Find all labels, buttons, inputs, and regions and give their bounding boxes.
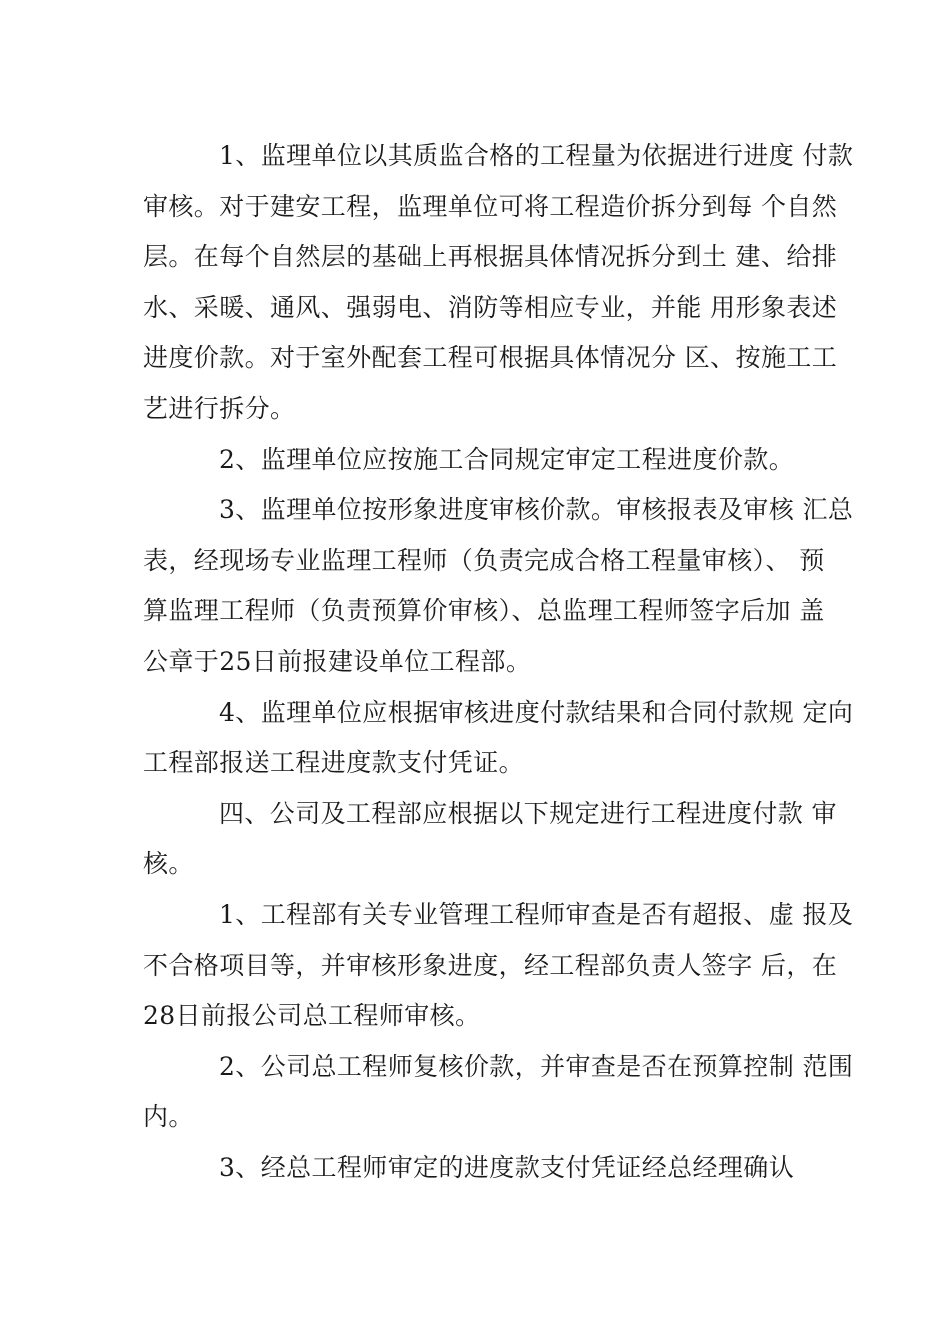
paragraph-6: [143, 890, 854, 1042]
text-line: 公章于25日前报建设单位工程部。: [143, 646, 532, 676]
text-line: 审核。对于建安工程，监理单位可将工程造价拆分到每 个自然: [143, 191, 838, 221]
text-line: 1、工程部有关专业管理工程师审查是否有超报、虚 报及: [219, 899, 854, 929]
text-line: 算监理工程师（负责预算价审核）、总监理工程师签字后加 盖: [143, 596, 825, 626]
text-line: 28日前报公司总工程师审核。: [143, 1001, 481, 1031]
text-line: 核。: [143, 849, 194, 879]
text-line: 1、监理单位以其质监合格的工程量为依据进行进度 付款: [219, 141, 854, 170]
text-line: 4、监理单位应根据审核进度付款结果和合同付款规 定向: [219, 697, 854, 727]
text-line: 不合格项目等，并审核形象进度，经工程部负责人签字 后，在: [143, 950, 838, 980]
document-body: [143, 131, 854, 1193]
text-line: 四、公司及工程部应根据以下规定进行工程进度付款 审: [219, 798, 837, 828]
text-line: 2、公司总工程师复核价款，并审查是否在预算控制 范围: [219, 1051, 854, 1081]
paragraph-1: [143, 131, 854, 435]
paragraph-8: [143, 1143, 843, 1194]
text-line: 表，经现场专业监理工程师（负责完成合格工程量审核）、 预: [143, 545, 825, 575]
paragraph-2: [143, 435, 843, 486]
text-line: 内。: [143, 1102, 194, 1132]
text-line: 工程部报送工程进度款支付凭证。: [143, 748, 525, 778]
text-line: 艺进行拆分。: [143, 393, 296, 423]
paragraph-3: [143, 485, 854, 687]
text-line: 3、经总工程师审定的进度款支付凭证经总经理确认: [219, 1152, 795, 1182]
text-line: 进度价款。对于室外配套工程可根据具体情况分 区、按施工工: [143, 343, 838, 373]
text-line: 水、采暖、通风、强弱电、消防等相应专业，并能 用形象表述: [143, 292, 838, 322]
text-line: 3、监理单位按形象进度审核价款。审核报表及审核 汇总: [219, 495, 854, 525]
paragraph-4: [143, 688, 854, 789]
text-line: 2、监理单位应按施工合同规定审定工程进度价款。: [219, 444, 795, 474]
paragraph-7: [143, 1042, 854, 1143]
paragraph-5-section-heading: [143, 789, 843, 890]
text-line: 层。在每个自然层的基础上再根据具体情况拆分到土 建、给排: [143, 242, 838, 272]
